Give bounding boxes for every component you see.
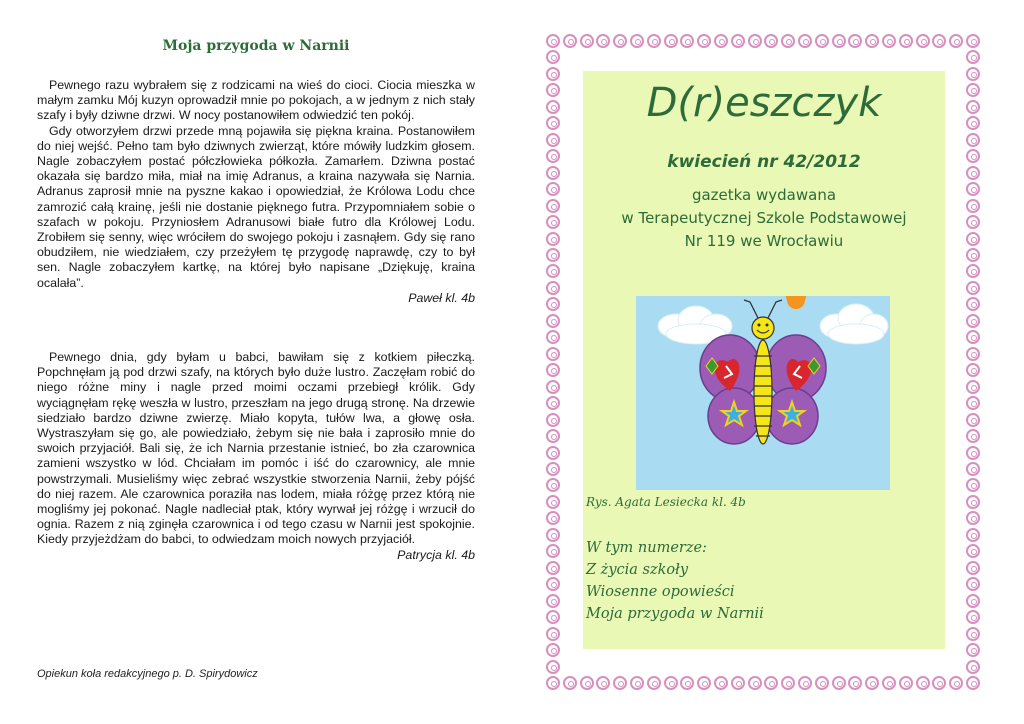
- border-ornament: [630, 34, 644, 48]
- publisher-info: [583, 184, 945, 253]
- border-ornament: [546, 232, 560, 246]
- border-ornament: [848, 34, 862, 48]
- border-ornament: [546, 330, 560, 344]
- border-ornament: [546, 363, 560, 377]
- border-ornament: [949, 34, 963, 48]
- border-ornament: [966, 363, 980, 377]
- border-ornament: [748, 34, 762, 48]
- border-ornament: [966, 660, 980, 674]
- border-ornament: [966, 643, 980, 657]
- border-ornament: [546, 297, 560, 311]
- border-ornament: [546, 446, 560, 460]
- border-ornament: [882, 676, 896, 690]
- border-ornament: [865, 34, 879, 48]
- border-ornament: [546, 347, 560, 361]
- border-ornament: [764, 34, 778, 48]
- border-ornament: [966, 297, 980, 311]
- border-ornament: [966, 429, 980, 443]
- border-ornament: [832, 34, 846, 48]
- border-ornament: [966, 396, 980, 410]
- border-ornament: [731, 676, 745, 690]
- border-ornament: [613, 34, 627, 48]
- border-ornament: [966, 248, 980, 262]
- border-ornament: [546, 215, 560, 229]
- border-ornament: [546, 462, 560, 476]
- border-ornament: [966, 462, 980, 476]
- border-ornament: [848, 676, 862, 690]
- border-ornament: [714, 34, 728, 48]
- border-ornament: [546, 34, 560, 48]
- border-ornament: [781, 676, 795, 690]
- border-ornament: [546, 660, 560, 674]
- border-ornament: [966, 511, 980, 525]
- border-ornament: [966, 199, 980, 213]
- border-ornament: [798, 676, 812, 690]
- border-ornament: [546, 149, 560, 163]
- border-ornament: [596, 34, 610, 48]
- border-ornament: [546, 380, 560, 394]
- border-ornament: [966, 495, 980, 509]
- border-ornament: [966, 577, 980, 591]
- issue-number: kwiecień nr 42/2012: [667, 152, 861, 172]
- contents-list: [586, 537, 764, 625]
- border-ornament: [966, 149, 980, 163]
- border-ornament: [546, 248, 560, 262]
- border-ornament: [815, 676, 829, 690]
- border-ornament: [966, 182, 980, 196]
- border-ornament: [546, 413, 560, 427]
- border-ornament: [966, 100, 980, 114]
- border-ornament: [546, 199, 560, 213]
- border-ornament: [966, 232, 980, 246]
- border-ornament: [546, 429, 560, 443]
- border-ornament: [966, 594, 980, 608]
- border-ornament: [966, 478, 980, 492]
- border-ornament: [966, 413, 980, 427]
- border-ornament: [546, 281, 560, 295]
- border-ornament: [966, 627, 980, 641]
- border-ornament: [697, 34, 711, 48]
- border-ornament: [664, 34, 678, 48]
- border-ornament: [966, 50, 980, 64]
- border-ornament: [546, 511, 560, 525]
- contents-title: W tym numerze:: [586, 540, 707, 556]
- border-ornament: [949, 676, 963, 690]
- border-ornament: [546, 314, 560, 328]
- border-ornament: [966, 544, 980, 558]
- border-ornament: [546, 83, 560, 97]
- border-ornament: [916, 34, 930, 48]
- masthead-title: D(r)eszczyk: [646, 80, 882, 126]
- border-ornament: [546, 396, 560, 410]
- border-ornament: [546, 133, 560, 147]
- border-ornament: [798, 34, 812, 48]
- border-ornament: [966, 116, 980, 130]
- border-ornament: [781, 34, 795, 48]
- border-ornament: [546, 528, 560, 542]
- story-title: Moja przygoda w Narnii: [162, 38, 350, 54]
- border-ornament: [546, 577, 560, 591]
- border-ornament: [680, 676, 694, 690]
- story-paragraph: Pewnego razu wybrałem się z rodzicami na wieś do cioci. Ciocia mieszka w małym zamku Mój kuzyn oprowadził mnie po pokojach, a w jednym z nich stały szafy i były dziwne drzwi. W nocy postanowiłem odwiedzić ten pokój.: [37, 78, 475, 123]
- border-ornament: [546, 561, 560, 575]
- border-ornament: [546, 594, 560, 608]
- border-ornament: [664, 676, 678, 690]
- border-ornament: [748, 676, 762, 690]
- contents-item: Wiosenne opowieści: [586, 584, 735, 600]
- border-ornament: [731, 34, 745, 48]
- border-ornament: [546, 100, 560, 114]
- author-signature: Patrycja kl. 4b: [397, 547, 475, 562]
- border-ornament: [546, 495, 560, 509]
- border-ornament: [882, 34, 896, 48]
- story-patrycja: [37, 350, 475, 563]
- border-ornament: [966, 215, 980, 229]
- border-ornament: [916, 676, 930, 690]
- border-ornament: [966, 264, 980, 278]
- border-ornament: [966, 133, 980, 147]
- border-ornament: [966, 610, 980, 624]
- border-ornament: [932, 34, 946, 48]
- border-ornament: [865, 676, 879, 690]
- border-ornament: [966, 528, 980, 542]
- contents-item: Z życia szkoły: [586, 562, 689, 578]
- border-ornament: [546, 50, 560, 64]
- border-ornament: [596, 676, 610, 690]
- border-ornament: [966, 446, 980, 460]
- border-ornament: [546, 478, 560, 492]
- border-ornament: [546, 166, 560, 180]
- border-ornament: [899, 676, 913, 690]
- border-ornament: [546, 264, 560, 278]
- border-ornament: [966, 281, 980, 295]
- border-ornament: [613, 676, 627, 690]
- contents-item: Moja przygoda w Narnii: [586, 606, 764, 622]
- border-ornament: [580, 34, 594, 48]
- border-ornament: [630, 676, 644, 690]
- border-ornament: [764, 676, 778, 690]
- butterfly-drawing: [636, 296, 890, 490]
- story-paragraph: Pewnego dnia, gdy byłam u babci, bawiłam się z kotkiem piłeczką. Popchnęłam ją pod drzwi szafy, na których było duże lustro. Zaczęłam robić do niego różne miny i nagle przed moimi oczami przebiegł królik. Gdy wyciągnęłam rękę weszła w lustro, przeszłam na jego drugą stronę. Na drzewie siedziało bardzo dziwne zwierzę. Miało kopyta, tułów lwa, a głowę osła. Wystraszyłam się go, ale powiedziało, żebym się nie bała i zaprosiło mnie do swoich przyjaciół. Bali się, że ich Narnia przestanie istnieć, bo zła czarownica zamieni wszystko w lód. Chciałam im pomóc i iść do czarownicy, ale mnie powstrzymali. Musieliśmy więc zebrać wszystkie stworzenia Narnii, żeby pójść do niej razem. Ale czarownica poraziła nas lodem, miała różgę przez którą nie mogliśmy jej pokonać. Nagle nadleciał ptak, który wyrwał jej różgę i wrzucił do ognia. Razem z nią zginęła czarownica i od tego czasu w Narnii jest spokojnie. Kiedy przyjeżdżam do babci, to odwiedzam moich nowych przyjaciół.: [37, 350, 475, 547]
- publisher-line: gazetka wydawana: [691, 186, 837, 204]
- border-ornament: [546, 627, 560, 641]
- border-ornament: [680, 34, 694, 48]
- footer-editor: Opiekun koła redakcyjnego p. D. Spirydowicz: [37, 668, 258, 680]
- border-ornament: [932, 676, 946, 690]
- border-ornament: [647, 676, 661, 690]
- border-ornament: [580, 676, 594, 690]
- story-pawel: [37, 78, 475, 306]
- border-ornament: [966, 561, 980, 575]
- author-signature: Paweł kl. 4b: [408, 290, 475, 305]
- drawing-caption: Rys. Agata Lesiecka kl. 4b: [586, 495, 746, 509]
- border-ornament: [966, 330, 980, 344]
- border-ornament: [966, 676, 980, 690]
- border-ornament: [832, 676, 846, 690]
- border-ornament: [546, 67, 560, 81]
- border-ornament: [966, 314, 980, 328]
- border-ornament: [697, 676, 711, 690]
- border-ornament: [899, 34, 913, 48]
- border-ornament: [546, 182, 560, 196]
- border-ornament: [563, 676, 577, 690]
- border-ornament: [966, 67, 980, 81]
- border-ornament: [563, 34, 577, 48]
- border-ornament: [546, 116, 560, 130]
- border-ornament: [966, 83, 980, 97]
- border-ornament: [966, 347, 980, 361]
- story-paragraph: Gdy otworzyłem drzwi przede mną pojawiła się piękna kraina. Postanowiłem do niej wejść. Pełno tam było dziwnych zwierząt, które mówiły ludzkim głosem. Nagle zobaczyłem postać półczłowieka półkozła. Zamarłem. Dziwna postać okazała się bardzo miła, miał na imię Adranus, a kraina nazywała się Narnia. Adranus zaprosił mnie na pyszne kakao i opowiedział, że Królowa Lodu chce zamrozić całą krainę, jeśli nie dostanie pięknego futra. Przypomniałem sobie o szafach w pokoju. Przyniosłem Adranusowi białe futro dla Królowej Lodu. Zrobiłem się senny, więc wróciłem do swojego pokoju i zasnąłem. Gdy się rano obudziłem, nie wiedziałem, czy przeżyłem tę przygodę naprawdę, czy to był sen. Nagle zobaczyłem kartkę, na której było napisane „Dziękuję, kraina ocalała”.: [37, 123, 475, 290]
- border-ornament: [966, 380, 980, 394]
- border-ornament: [647, 34, 661, 48]
- border-ornament: [546, 610, 560, 624]
- border-ornament: [546, 544, 560, 558]
- publisher-line: Nr 119 we Wrocławiu: [684, 232, 844, 250]
- border-ornament: [714, 676, 728, 690]
- border-ornament: [966, 166, 980, 180]
- border-ornament: [546, 676, 560, 690]
- border-ornament: [546, 643, 560, 657]
- border-ornament: [815, 34, 829, 48]
- publisher-line: w Terapeutycznej Szkole Podstawowej: [621, 209, 907, 227]
- border-ornament: [966, 34, 980, 48]
